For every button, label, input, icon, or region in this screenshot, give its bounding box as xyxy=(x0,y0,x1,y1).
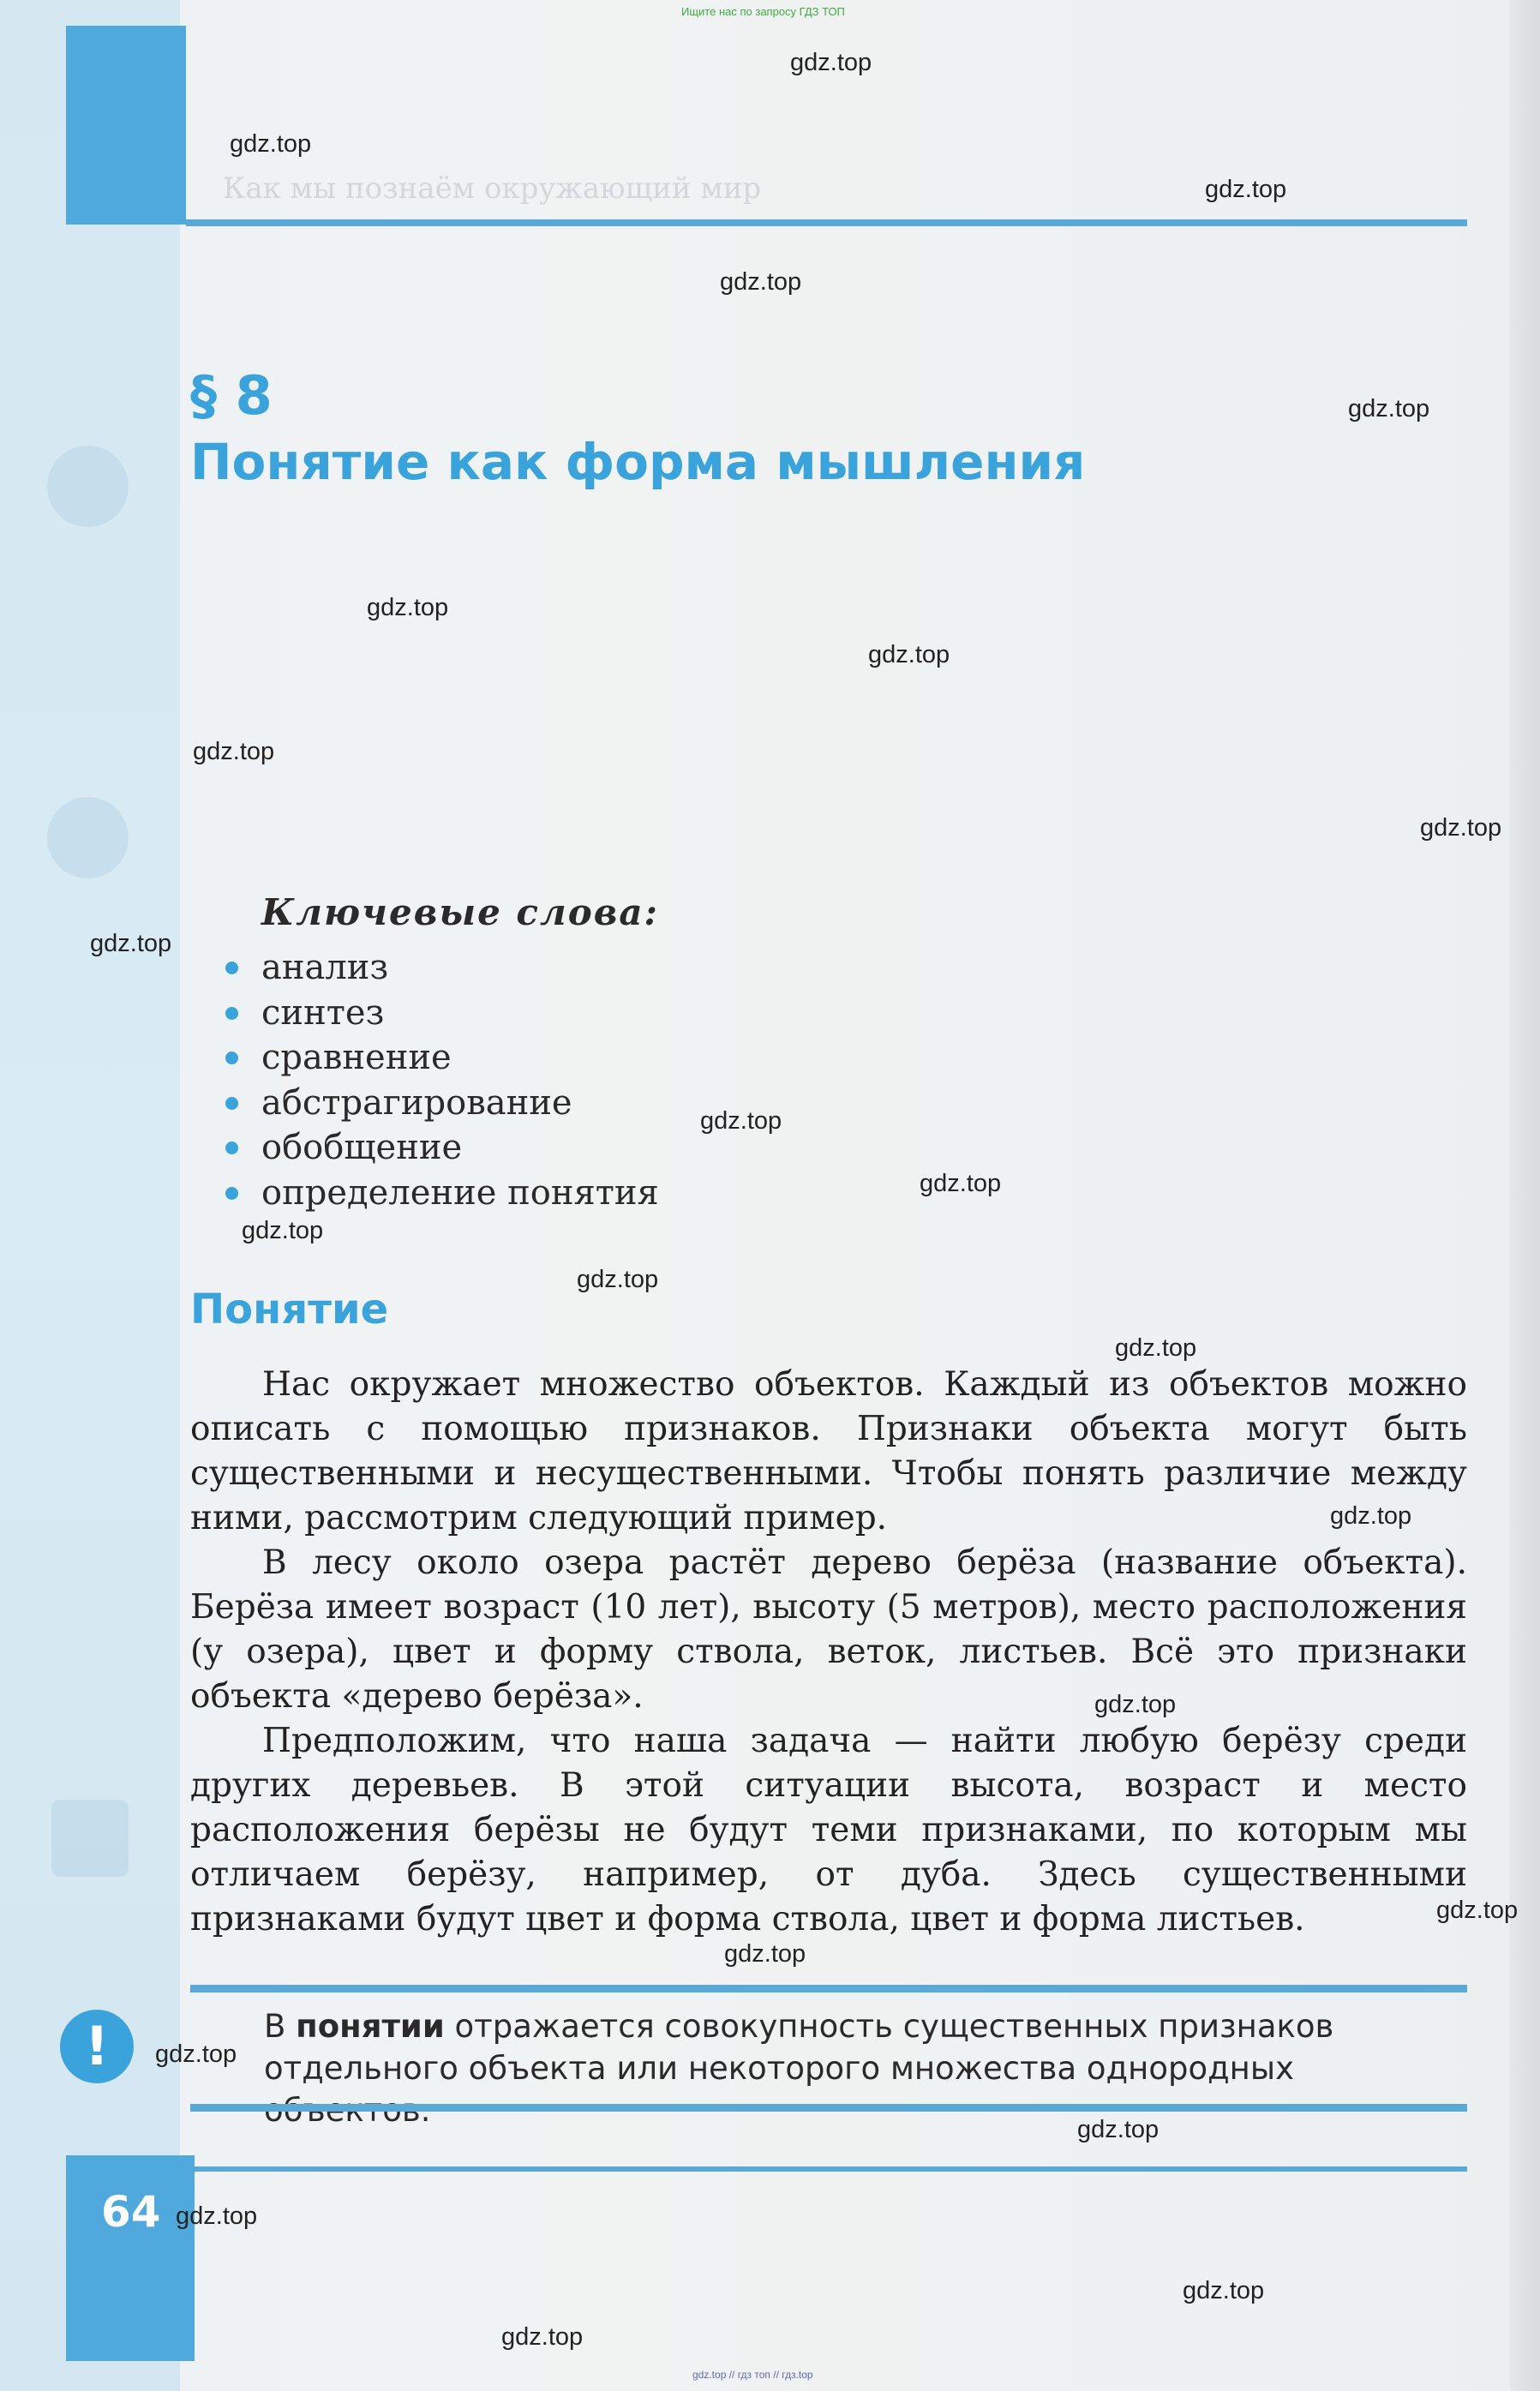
watermark: gdz.top xyxy=(1420,814,1502,842)
definition-text xyxy=(264,2005,1464,2131)
chapter-title: Понятие как форма мышления xyxy=(190,433,1086,491)
page-number: 64 xyxy=(101,2187,161,2237)
page-edge xyxy=(1510,0,1540,2391)
keyword-label: сравнение xyxy=(261,1038,452,1077)
keyword-item xyxy=(221,1125,659,1171)
bullet-icon xyxy=(225,1007,238,1020)
keyword-label: абстрагирование xyxy=(261,1082,572,1123)
watermark: gdz.top xyxy=(367,594,449,621)
keyword-label: определение понятия xyxy=(261,1172,659,1213)
bullet-icon xyxy=(225,962,238,974)
watermark: gdz.top xyxy=(700,1107,782,1135)
body-paragraph: Нас окружает множество объектов. Каждый из объектов можно описать с помощью признаков. Признаки объекта могут быть существенными и несущественными. Чтобы понять различие между ними, рассмотрим следующий пример. xyxy=(190,1365,1467,1537)
watermark: gdz.top xyxy=(724,1940,806,1968)
keyword-label: обобщение xyxy=(261,1128,463,1167)
body-paragraph: Предположим, что наша задача — найти любую берёзу среди других деревьев. В этой ситуации высота, возраст и место расположения берёзы не будут теми признаками, по которым мы отличаем берёзу, например, от дуба. Здесь существенными признаками будут цвет и форма ствола, цвет и форма листьев. xyxy=(190,1722,1467,1939)
watermark: gdz.top xyxy=(1348,395,1430,422)
watermark: gdz.top xyxy=(1436,1897,1519,1924)
watermark: gdz.top xyxy=(790,49,872,76)
exclamation-icon: ! xyxy=(60,2010,134,2083)
bullet-icon xyxy=(225,1142,238,1154)
paragraph-number: § 8 xyxy=(190,364,273,427)
top-note: Ищите нас по запросу ГДЗ ТОП xyxy=(681,5,845,18)
watermark: gdz.top xyxy=(868,641,950,668)
watermark: gdz.top xyxy=(1115,1334,1197,1362)
body-text xyxy=(190,1363,1467,1942)
faint-margin-icon xyxy=(51,1800,129,1877)
watermark: gdz.top xyxy=(1205,176,1287,203)
watermark: gdz.top xyxy=(1330,1502,1412,1530)
definition-prefix: В xyxy=(264,2008,297,2045)
keyword-label: анализ xyxy=(261,948,389,987)
keywords-title: Ключевые слова: xyxy=(261,891,660,933)
watermark: gdz.top xyxy=(920,1170,1002,1197)
watermark: gdz.top xyxy=(1094,1691,1177,1718)
keyword-label: синтез xyxy=(261,992,385,1033)
watermark: gdz.top xyxy=(90,930,172,957)
header-rule xyxy=(186,219,1467,226)
watermark: gdz.top xyxy=(1077,2116,1159,2143)
watermark: gdz.top xyxy=(155,2040,237,2068)
footer-rule xyxy=(195,2166,1467,2172)
definition-rule-bottom xyxy=(190,2104,1467,2112)
bottom-color-band xyxy=(66,2155,195,2361)
keywords-list xyxy=(221,945,659,1215)
keyword-item xyxy=(221,1171,659,1216)
watermark: gdz.top xyxy=(242,1217,324,1244)
definition-term: понятии xyxy=(296,2008,445,2045)
keyword-item xyxy=(221,945,659,991)
faint-margin-icon xyxy=(47,446,129,527)
watermark: gdz.top xyxy=(577,1266,659,1293)
keyword-item xyxy=(221,1035,659,1081)
keyword-item xyxy=(221,991,659,1036)
watermark: gdz.top xyxy=(193,738,275,765)
watermark: gdz.top xyxy=(501,2323,584,2351)
body-paragraph: В лесу около озера растёт дерево берёза (название объекта). Берёза имеет возраст (10 лет), высоту (5 метров), место расположения (у озера), цвет и форму ствола, веток, листьев. Всё это признаки объекта «дерево берёза». xyxy=(190,1543,1467,1716)
bottom-note: gdz.top // гдз топ // гдз.top xyxy=(692,2369,813,2381)
bullet-icon xyxy=(225,1097,238,1110)
bullet-icon xyxy=(225,1052,238,1064)
definition-rule-top xyxy=(190,1985,1467,1992)
watermark: gdz.top xyxy=(176,2202,258,2230)
definition-rest: отражается совокупность существенных признаков отдельного объекта или некоторого множества однородных xyxy=(264,2008,1334,2087)
bleed-through-heading: Как мы познаём окружающий мир xyxy=(223,171,762,206)
keyword-item xyxy=(221,1081,659,1126)
watermark: gdz.top xyxy=(230,130,312,158)
section-heading: Понятие xyxy=(190,1285,389,1333)
bullet-icon xyxy=(225,1187,238,1200)
top-color-band xyxy=(66,26,186,225)
watermark: gdz.top xyxy=(1183,2277,1265,2304)
watermark: gdz.top xyxy=(720,268,802,296)
faint-margin-icon xyxy=(47,797,129,878)
